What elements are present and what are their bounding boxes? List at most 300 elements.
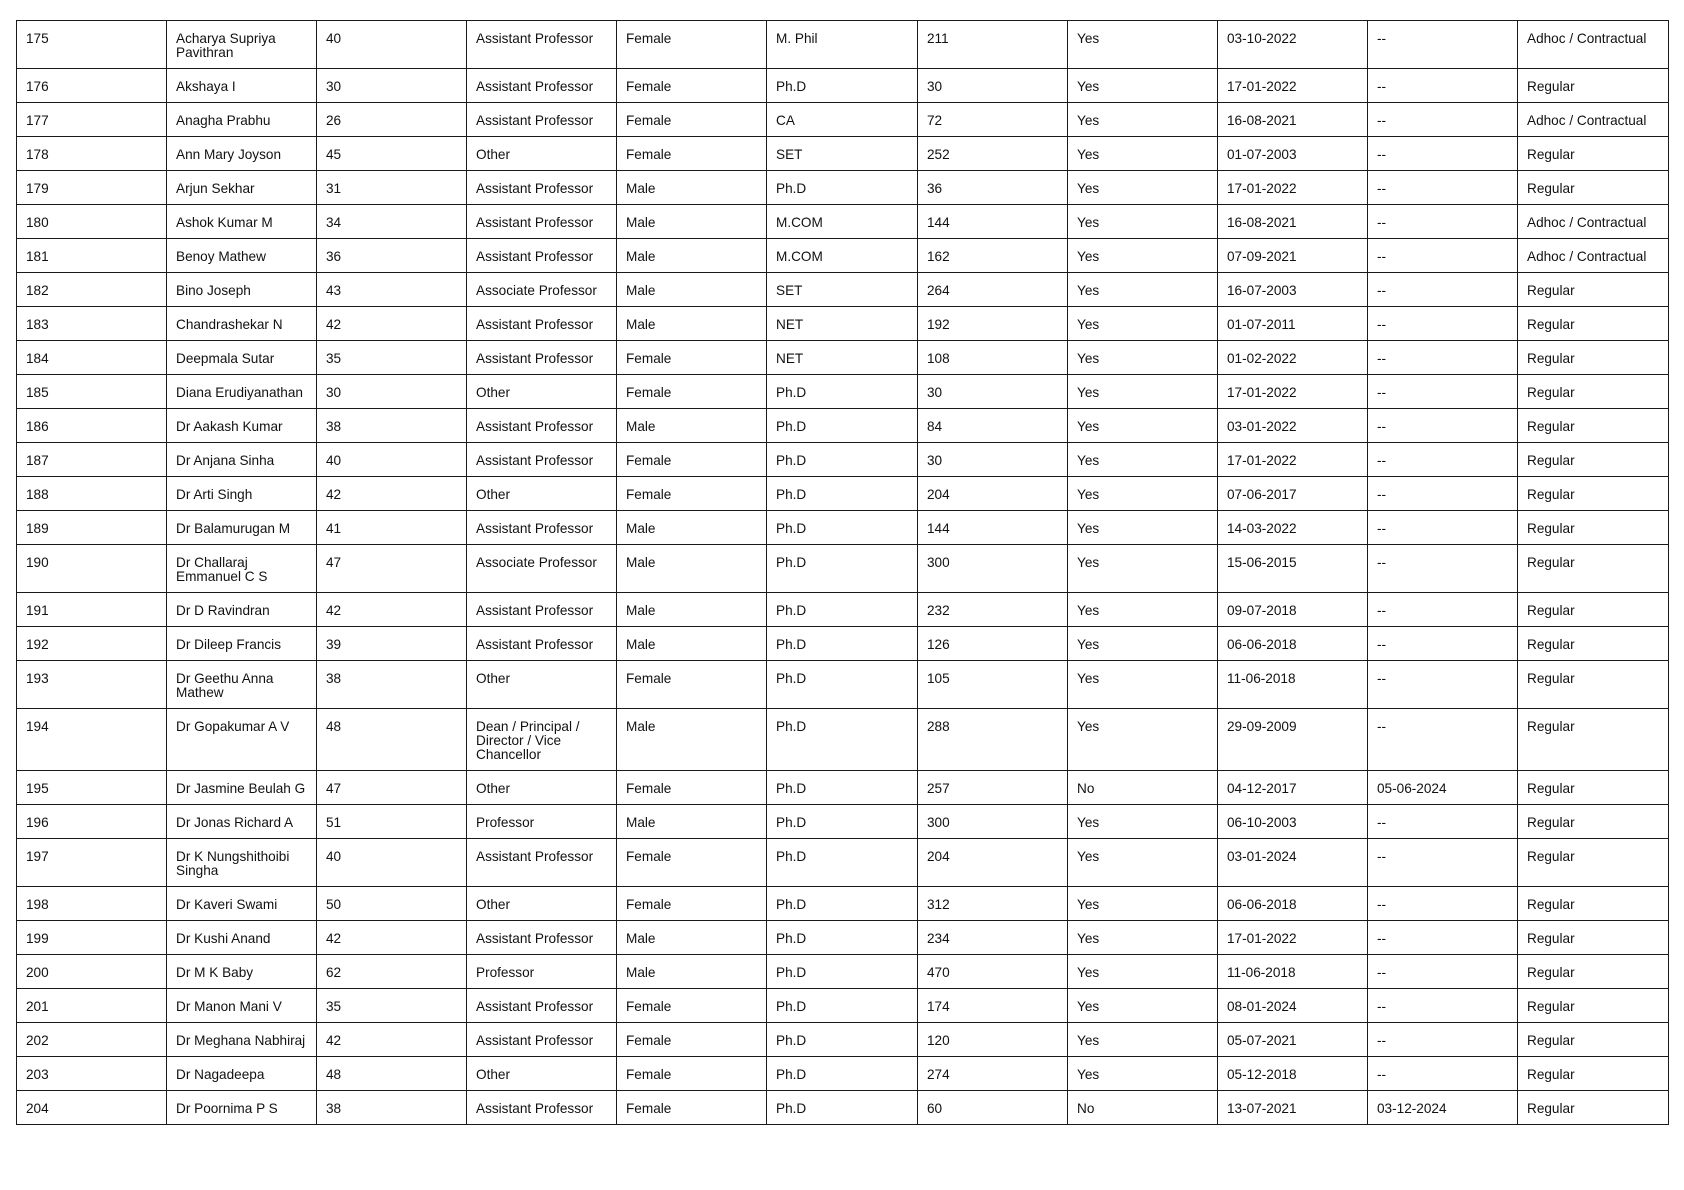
serial-number-cell: 196 — [17, 805, 167, 839]
serial-number-cell: 202 — [17, 1023, 167, 1057]
leaving-date-cell: -- — [1368, 709, 1518, 771]
joining-date-cell: 06-10-2003 — [1218, 805, 1368, 839]
age-cell: 62 — [317, 955, 467, 989]
age-cell: 48 — [317, 1057, 467, 1091]
table-row — [17, 205, 1669, 239]
leaving-date-cell: -- — [1368, 511, 1518, 545]
currently-serving-cell: Yes — [1068, 443, 1218, 477]
experience-cell: 204 — [918, 839, 1068, 887]
currently-serving-cell: Yes — [1068, 887, 1218, 921]
name-cell: Dr Geethu Anna Mathew — [167, 661, 317, 709]
designation-cell: Associate Professor — [467, 545, 617, 593]
qualification-cell: Ph.D — [767, 545, 918, 593]
leaving-date-cell: -- — [1368, 921, 1518, 955]
appointment-nature-cell: Regular — [1518, 887, 1669, 921]
leaving-date-cell: -- — [1368, 887, 1518, 921]
currently-serving-cell: Yes — [1068, 307, 1218, 341]
joining-date-cell: 01-07-2011 — [1218, 307, 1368, 341]
gender-cell: Female — [617, 1023, 767, 1057]
name-cell: Acharya Supriya Pavithran — [167, 21, 317, 69]
gender-cell: Female — [617, 1057, 767, 1091]
joining-date-cell: 11-06-2018 — [1218, 955, 1368, 989]
age-cell: 38 — [317, 409, 467, 443]
experience-cell: 232 — [918, 593, 1068, 627]
designation-cell: Assistant Professor — [467, 1023, 617, 1057]
joining-date-cell: 03-01-2024 — [1218, 839, 1368, 887]
table-row — [17, 593, 1669, 627]
gender-cell: Male — [617, 955, 767, 989]
table-row — [17, 137, 1669, 171]
joining-date-cell: 07-06-2017 — [1218, 477, 1368, 511]
name-cell: Ashok Kumar M — [167, 205, 317, 239]
qualification-cell: Ph.D — [767, 1023, 918, 1057]
age-cell: 45 — [317, 137, 467, 171]
gender-cell: Male — [617, 921, 767, 955]
leaving-date-cell: -- — [1368, 409, 1518, 443]
age-cell: 42 — [317, 1023, 467, 1057]
experience-cell: 274 — [918, 1057, 1068, 1091]
experience-cell: 84 — [918, 409, 1068, 443]
age-cell: 42 — [317, 593, 467, 627]
name-cell: Chandrashekar N — [167, 307, 317, 341]
serial-number-cell: 198 — [17, 887, 167, 921]
table-row — [17, 443, 1669, 477]
gender-cell: Male — [617, 273, 767, 307]
serial-number-cell: 189 — [17, 511, 167, 545]
table-row — [17, 545, 1669, 593]
gender-cell: Male — [617, 171, 767, 205]
leaving-date-cell: -- — [1368, 627, 1518, 661]
experience-cell: 192 — [918, 307, 1068, 341]
qualification-cell: Ph.D — [767, 443, 918, 477]
serial-number-cell: 176 — [17, 69, 167, 103]
currently-serving-cell: Yes — [1068, 511, 1218, 545]
qualification-cell: Ph.D — [767, 69, 918, 103]
designation-cell: Professor — [467, 955, 617, 989]
gender-cell: Female — [617, 661, 767, 709]
age-cell: 35 — [317, 989, 467, 1023]
table-row — [17, 1023, 1669, 1057]
currently-serving-cell: Yes — [1068, 69, 1218, 103]
gender-cell: Male — [617, 307, 767, 341]
appointment-nature-cell: Regular — [1518, 921, 1669, 955]
serial-number-cell: 200 — [17, 955, 167, 989]
table-row — [17, 511, 1669, 545]
qualification-cell: Ph.D — [767, 887, 918, 921]
leaving-date-cell: -- — [1368, 1023, 1518, 1057]
joining-date-cell: 15-06-2015 — [1218, 545, 1368, 593]
serial-number-cell: 180 — [17, 205, 167, 239]
appointment-nature-cell: Regular — [1518, 375, 1669, 409]
gender-cell: Male — [617, 511, 767, 545]
designation-cell: Assistant Professor — [467, 239, 617, 273]
designation-cell: Other — [467, 375, 617, 409]
name-cell: Dr Aakash Kumar — [167, 409, 317, 443]
appointment-nature-cell: Regular — [1518, 511, 1669, 545]
serial-number-cell: 179 — [17, 171, 167, 205]
qualification-cell: Ph.D — [767, 1091, 918, 1125]
joining-date-cell: 09-07-2018 — [1218, 593, 1368, 627]
gender-cell: Female — [617, 477, 767, 511]
qualification-cell: M. Phil — [767, 21, 918, 69]
gender-cell: Female — [617, 341, 767, 375]
gender-cell: Male — [617, 205, 767, 239]
appointment-nature-cell: Regular — [1518, 171, 1669, 205]
gender-cell: Female — [617, 443, 767, 477]
qualification-cell: M.COM — [767, 205, 918, 239]
currently-serving-cell: Yes — [1068, 989, 1218, 1023]
serial-number-cell: 175 — [17, 21, 167, 69]
experience-cell: 36 — [918, 171, 1068, 205]
name-cell: Dr D Ravindran — [167, 593, 317, 627]
table-row — [17, 21, 1669, 69]
currently-serving-cell: Yes — [1068, 137, 1218, 171]
joining-date-cell: 03-10-2022 — [1218, 21, 1368, 69]
designation-cell: Assistant Professor — [467, 21, 617, 69]
name-cell: Benoy Mathew — [167, 239, 317, 273]
serial-number-cell: 184 — [17, 341, 167, 375]
name-cell: Dr Arti Singh — [167, 477, 317, 511]
leaving-date-cell: -- — [1368, 103, 1518, 137]
currently-serving-cell: Yes — [1068, 805, 1218, 839]
joining-date-cell: 06-06-2018 — [1218, 627, 1368, 661]
qualification-cell: Ph.D — [767, 839, 918, 887]
gender-cell: Female — [617, 21, 767, 69]
qualification-cell: M.COM — [767, 239, 918, 273]
serial-number-cell: 197 — [17, 839, 167, 887]
leaving-date-cell: -- — [1368, 839, 1518, 887]
name-cell: Anagha Prabhu — [167, 103, 317, 137]
designation-cell: Dean / Principal / Director / Vice Chancellor — [467, 709, 617, 771]
experience-cell: 162 — [918, 239, 1068, 273]
currently-serving-cell: Yes — [1068, 593, 1218, 627]
qualification-cell: Ph.D — [767, 771, 918, 805]
currently-serving-cell: Yes — [1068, 341, 1218, 375]
name-cell: Akshaya I — [167, 69, 317, 103]
experience-cell: 204 — [918, 477, 1068, 511]
age-cell: 36 — [317, 239, 467, 273]
serial-number-cell: 194 — [17, 709, 167, 771]
appointment-nature-cell: Regular — [1518, 341, 1669, 375]
joining-date-cell: 06-06-2018 — [1218, 887, 1368, 921]
age-cell: 42 — [317, 477, 467, 511]
appointment-nature-cell: Regular — [1518, 661, 1669, 709]
age-cell: 41 — [317, 511, 467, 545]
currently-serving-cell: Yes — [1068, 409, 1218, 443]
serial-number-cell: 185 — [17, 375, 167, 409]
appointment-nature-cell: Regular — [1518, 409, 1669, 443]
joining-date-cell: 08-01-2024 — [1218, 989, 1368, 1023]
designation-cell: Assistant Professor — [467, 1091, 617, 1125]
faculty-table — [16, 20, 1669, 1125]
age-cell: 30 — [317, 69, 467, 103]
table-row — [17, 771, 1669, 805]
designation-cell: Assistant Professor — [467, 69, 617, 103]
designation-cell: Assistant Professor — [467, 989, 617, 1023]
joining-date-cell: 16-07-2003 — [1218, 273, 1368, 307]
experience-cell: 60 — [918, 1091, 1068, 1125]
experience-cell: 30 — [918, 375, 1068, 409]
qualification-cell: Ph.D — [767, 409, 918, 443]
name-cell: Diana Erudiyanathan — [167, 375, 317, 409]
table-row — [17, 989, 1669, 1023]
experience-cell: 288 — [918, 709, 1068, 771]
gender-cell: Female — [617, 989, 767, 1023]
designation-cell: Assistant Professor — [467, 307, 617, 341]
appointment-nature-cell: Regular — [1518, 545, 1669, 593]
age-cell: 40 — [317, 839, 467, 887]
appointment-nature-cell: Regular — [1518, 69, 1669, 103]
qualification-cell: CA — [767, 103, 918, 137]
age-cell: 38 — [317, 1091, 467, 1125]
serial-number-cell: 187 — [17, 443, 167, 477]
name-cell: Dr Gopakumar A V — [167, 709, 317, 771]
designation-cell: Other — [467, 137, 617, 171]
table-row — [17, 921, 1669, 955]
qualification-cell: Ph.D — [767, 661, 918, 709]
joining-date-cell: 05-07-2021 — [1218, 1023, 1368, 1057]
serial-number-cell: 191 — [17, 593, 167, 627]
leaving-date-cell: -- — [1368, 137, 1518, 171]
experience-cell: 120 — [918, 1023, 1068, 1057]
gender-cell: Male — [617, 709, 767, 771]
serial-number-cell: 183 — [17, 307, 167, 341]
leaving-date-cell: -- — [1368, 341, 1518, 375]
joining-date-cell: 13-07-2021 — [1218, 1091, 1368, 1125]
currently-serving-cell: Yes — [1068, 545, 1218, 593]
qualification-cell: Ph.D — [767, 921, 918, 955]
qualification-cell: Ph.D — [767, 805, 918, 839]
qualification-cell: SET — [767, 137, 918, 171]
name-cell: Dr Jasmine Beulah G — [167, 771, 317, 805]
serial-number-cell: 203 — [17, 1057, 167, 1091]
table-row — [17, 1091, 1669, 1125]
experience-cell: 174 — [918, 989, 1068, 1023]
table-row — [17, 171, 1669, 205]
experience-cell: 264 — [918, 273, 1068, 307]
name-cell: Dr Anjana Sinha — [167, 443, 317, 477]
experience-cell: 300 — [918, 545, 1068, 593]
table-row — [17, 341, 1669, 375]
leaving-date-cell: -- — [1368, 307, 1518, 341]
currently-serving-cell: Yes — [1068, 1023, 1218, 1057]
qualification-cell: Ph.D — [767, 627, 918, 661]
appointment-nature-cell: Regular — [1518, 1023, 1669, 1057]
currently-serving-cell: Yes — [1068, 103, 1218, 137]
leaving-date-cell: -- — [1368, 989, 1518, 1023]
name-cell: Dr Poornima P S — [167, 1091, 317, 1125]
leaving-date-cell: -- — [1368, 477, 1518, 511]
serial-number-cell: 186 — [17, 409, 167, 443]
age-cell: 40 — [317, 21, 467, 69]
age-cell: 47 — [317, 545, 467, 593]
joining-date-cell: 17-01-2022 — [1218, 69, 1368, 103]
age-cell: 47 — [317, 771, 467, 805]
designation-cell: Assistant Professor — [467, 341, 617, 375]
leaving-date-cell: 03-12-2024 — [1368, 1091, 1518, 1125]
gender-cell: Female — [617, 375, 767, 409]
designation-cell: Assistant Professor — [467, 409, 617, 443]
serial-number-cell: 178 — [17, 137, 167, 171]
gender-cell: Female — [617, 771, 767, 805]
name-cell: Dr Nagadeepa — [167, 1057, 317, 1091]
appointment-nature-cell: Regular — [1518, 989, 1669, 1023]
appointment-nature-cell: Regular — [1518, 1057, 1669, 1091]
age-cell: 31 — [317, 171, 467, 205]
appointment-nature-cell: Regular — [1518, 805, 1669, 839]
gender-cell: Male — [617, 545, 767, 593]
name-cell: Arjun Sekhar — [167, 171, 317, 205]
designation-cell: Assistant Professor — [467, 511, 617, 545]
name-cell: Dr Challaraj Emmanuel C S — [167, 545, 317, 593]
experience-cell: 144 — [918, 205, 1068, 239]
table-row — [17, 709, 1669, 771]
leaving-date-cell: -- — [1368, 21, 1518, 69]
leaving-date-cell: -- — [1368, 443, 1518, 477]
joining-date-cell: 04-12-2017 — [1218, 771, 1368, 805]
table-row — [17, 273, 1669, 307]
table-row — [17, 477, 1669, 511]
appointment-nature-cell: Regular — [1518, 1091, 1669, 1125]
currently-serving-cell: Yes — [1068, 239, 1218, 273]
name-cell: Dr Dileep Francis — [167, 627, 317, 661]
appointment-nature-cell: Regular — [1518, 709, 1669, 771]
appointment-nature-cell: Adhoc / Contractual — [1518, 103, 1669, 137]
appointment-nature-cell: Regular — [1518, 955, 1669, 989]
experience-cell: 300 — [918, 805, 1068, 839]
appointment-nature-cell: Regular — [1518, 477, 1669, 511]
appointment-nature-cell: Adhoc / Contractual — [1518, 21, 1669, 69]
age-cell: 30 — [317, 375, 467, 409]
table-row — [17, 955, 1669, 989]
table-row — [17, 661, 1669, 709]
name-cell: Dr Balamurugan M — [167, 511, 317, 545]
experience-cell: 105 — [918, 661, 1068, 709]
name-cell: Dr Manon Mani V — [167, 989, 317, 1023]
serial-number-cell: 181 — [17, 239, 167, 273]
name-cell: Dr K Nungshithoibi Singha — [167, 839, 317, 887]
qualification-cell: Ph.D — [767, 955, 918, 989]
qualification-cell: NET — [767, 341, 918, 375]
experience-cell: 211 — [918, 21, 1068, 69]
table-row — [17, 627, 1669, 661]
currently-serving-cell: Yes — [1068, 205, 1218, 239]
designation-cell: Assistant Professor — [467, 627, 617, 661]
gender-cell: Male — [617, 593, 767, 627]
experience-cell: 30 — [918, 443, 1068, 477]
table-row — [17, 409, 1669, 443]
experience-cell: 257 — [918, 771, 1068, 805]
age-cell: 38 — [317, 661, 467, 709]
age-cell: 34 — [317, 205, 467, 239]
name-cell: Dr Kaveri Swami — [167, 887, 317, 921]
joining-date-cell: 16-08-2021 — [1218, 205, 1368, 239]
designation-cell: Other — [467, 661, 617, 709]
experience-cell: 126 — [918, 627, 1068, 661]
name-cell: Bino Joseph — [167, 273, 317, 307]
joining-date-cell: 03-01-2022 — [1218, 409, 1368, 443]
gender-cell: Female — [617, 839, 767, 887]
designation-cell: Professor — [467, 805, 617, 839]
currently-serving-cell: Yes — [1068, 627, 1218, 661]
qualification-cell: Ph.D — [767, 375, 918, 409]
serial-number-cell: 193 — [17, 661, 167, 709]
currently-serving-cell: Yes — [1068, 709, 1218, 771]
table-row — [17, 103, 1669, 137]
appointment-nature-cell: Regular — [1518, 443, 1669, 477]
leaving-date-cell: -- — [1368, 1057, 1518, 1091]
name-cell: Dr Jonas Richard A — [167, 805, 317, 839]
age-cell: 35 — [317, 341, 467, 375]
gender-cell: Male — [617, 409, 767, 443]
joining-date-cell: 05-12-2018 — [1218, 1057, 1368, 1091]
joining-date-cell: 17-01-2022 — [1218, 921, 1368, 955]
name-cell: Dr Meghana Nabhiraj — [167, 1023, 317, 1057]
joining-date-cell: 01-02-2022 — [1218, 341, 1368, 375]
gender-cell: Male — [617, 239, 767, 273]
designation-cell: Other — [467, 477, 617, 511]
qualification-cell: NET — [767, 307, 918, 341]
qualification-cell: Ph.D — [767, 477, 918, 511]
gender-cell: Female — [617, 69, 767, 103]
leaving-date-cell: 05-06-2024 — [1368, 771, 1518, 805]
table-row — [17, 69, 1669, 103]
joining-date-cell: 29-09-2009 — [1218, 709, 1368, 771]
table-row — [17, 805, 1669, 839]
age-cell: 50 — [317, 887, 467, 921]
experience-cell: 144 — [918, 511, 1068, 545]
appointment-nature-cell: Regular — [1518, 627, 1669, 661]
experience-cell: 470 — [918, 955, 1068, 989]
serial-number-cell: 182 — [17, 273, 167, 307]
currently-serving-cell: Yes — [1068, 375, 1218, 409]
leaving-date-cell: -- — [1368, 273, 1518, 307]
table-row — [17, 839, 1669, 887]
table-row — [17, 1057, 1669, 1091]
joining-date-cell: 01-07-2003 — [1218, 137, 1368, 171]
gender-cell: Female — [617, 137, 767, 171]
age-cell: 39 — [317, 627, 467, 661]
gender-cell: Male — [617, 627, 767, 661]
serial-number-cell: 204 — [17, 1091, 167, 1125]
qualification-cell: Ph.D — [767, 1057, 918, 1091]
leaving-date-cell: -- — [1368, 239, 1518, 273]
leaving-date-cell: -- — [1368, 593, 1518, 627]
designation-cell: Assistant Professor — [467, 593, 617, 627]
designation-cell: Assistant Professor — [467, 205, 617, 239]
age-cell: 42 — [317, 307, 467, 341]
designation-cell: Other — [467, 771, 617, 805]
experience-cell: 30 — [918, 69, 1068, 103]
appointment-nature-cell: Regular — [1518, 593, 1669, 627]
age-cell: 43 — [317, 273, 467, 307]
experience-cell: 108 — [918, 341, 1068, 375]
currently-serving-cell: Yes — [1068, 1057, 1218, 1091]
age-cell: 48 — [317, 709, 467, 771]
joining-date-cell: 17-01-2022 — [1218, 375, 1368, 409]
gender-cell: Male — [617, 805, 767, 839]
experience-cell: 312 — [918, 887, 1068, 921]
serial-number-cell: 177 — [17, 103, 167, 137]
table-row — [17, 307, 1669, 341]
joining-date-cell: 07-09-2021 — [1218, 239, 1368, 273]
joining-date-cell: 11-06-2018 — [1218, 661, 1368, 709]
currently-serving-cell: Yes — [1068, 661, 1218, 709]
currently-serving-cell: Yes — [1068, 21, 1218, 69]
serial-number-cell: 201 — [17, 989, 167, 1023]
table-body — [17, 21, 1669, 1125]
serial-number-cell: 195 — [17, 771, 167, 805]
